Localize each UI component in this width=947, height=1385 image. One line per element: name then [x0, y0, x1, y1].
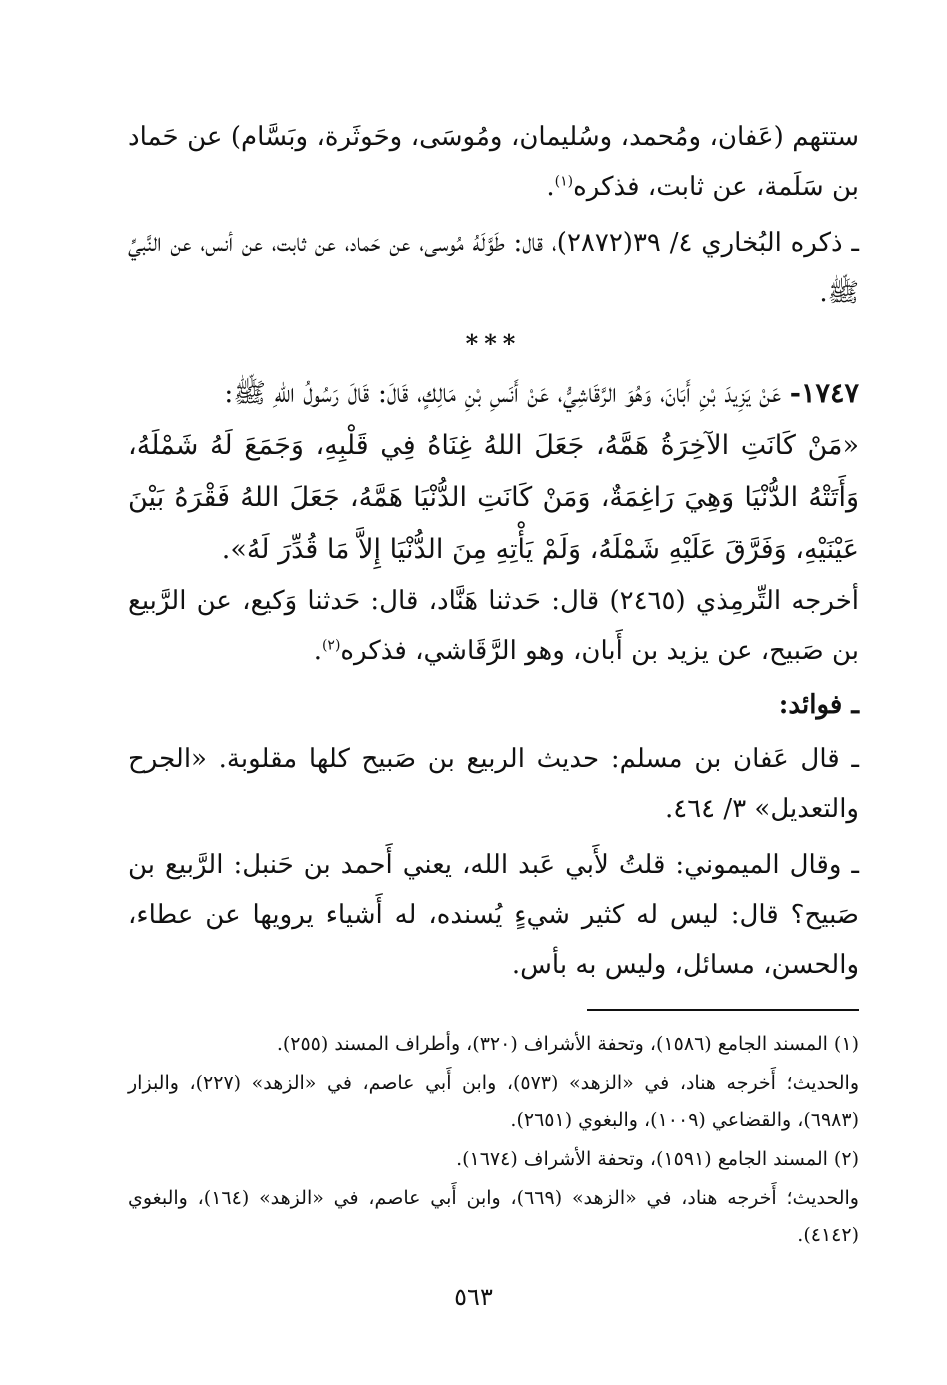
- fawaid-heading: ـ فوائد:: [778, 690, 859, 720]
- footnote-1-continuation: والحديث؛ أَخرجه هناد، في «الزهد» (٥٧٣)، وابن أَبي عاصم، في «الزهد» (٢٢٧)، والبزار (٦٩٨٣)، والقضاعي (١٠٠٩)، والبغوي (٢٦٥١).: [128, 1072, 859, 1131]
- paragraph-takhrij: [128, 576, 859, 676]
- page-number: ٥٦٣: [454, 1283, 493, 1311]
- main-text: [128, 112, 859, 990]
- hadith-number: ١٧٤٧-: [789, 378, 859, 409]
- paragraph-bukhari: ـ ذكره البُخاري ٤/ ٣٩(٢٨٧٢)، قال: طَوَّلَهُ مُوسى، عن حَماد، عن ثابت، عن أنس، عن النَّبيِّ ﷺ.: [128, 228, 859, 308]
- fawaid-item-2: ـ وقال الميموني: قلتُ لأَبي عَبد الله، يعني أَحمد بن حَنبل: الرَّبيع بن صَبيح؟ قال: ليس له كثير شيءٍ يُسنده، له أَشياء يرويها عن عطاء، والحسن، مسائل، وليس به بأس.: [128, 850, 859, 980]
- section-separator: ***: [465, 329, 522, 358]
- footnote-1: (١) المسند الجامع (١٥٨٦)، وتحفة الأشراف (٣٢٠)، وأطراف المسند (٢٥٥).: [276, 1033, 859, 1055]
- takhrij-end: .: [313, 636, 322, 666]
- footnote-2: (٢) المسند الجامع (١٥٩١)، وتحفة الأشراف (١٦٧٤).: [456, 1148, 859, 1170]
- paragraph-text: ستتهم (عَفان، ومُحمد، وسُليمان، ومُوسَى، وحَوثَرة، وبَسَّام) عن حَماد بن سَلَمة، عن ثابت، فذكره: [128, 122, 859, 202]
- footnote-2-continuation: والحديث؛ أَخرجه هناد، في «الزهد» (٦٦٩)، وابن أَبي عاصم، في «الزهد» (١٦٤)، والبغوي (٤١٤٢).: [128, 1187, 859, 1246]
- takhrij-text: أخرجه التِّرمِذي (٢٤٦٥) قال: حَدثنا هَنَّاد، قال: حَدثنا وَكيع، عن الرَّبيع بن صَبيح، عن يزيد بن أَبان، وهو الرَّقَاشي، فذكره: [128, 586, 859, 666]
- hadith-matn: «مَنْ كَانَتِ الآخِرَةُ هَمَّهُ، جَعَلَ اللهُ غِنَاهُ فِي قَلْبِهِ، وَجَمَعَ لَهُ شَمْلَهُ، وَأَتَتْهُ الدُّنْيَا وَهِيَ رَاغِمَةٌ، وَمَنْ كَانَتِ الدُّنْيَا هَمَّهُ، جَعَلَ اللهُ فَقْرَهُ بَيْنَ عَيْنَيْهِ، وَفَرَّقَ عَلَيْهِ شَمْلَهُ، وَلَمْ يَأْتِهِ مِنَ الدُّنْيَا إِلاَّ مَا قُدِّرَ لَهُ».: [128, 430, 859, 565]
- hadith-header: [128, 368, 859, 420]
- footnotes: [128, 1026, 859, 1256]
- hadith-isnad: عَنْ يَزِيدَ بْنِ أَبَانَ، وَهُوَ الرَّقَاشِيُّ، عَنْ أَنَسِ بْنِ مَالِكٍ، قَالَ: قَالَ رَسُولُ اللهِ ﷺ:: [224, 378, 790, 409]
- paragraph-end: .: [546, 172, 555, 202]
- footnote-ref-1[interactable]: (١): [554, 173, 574, 190]
- fawaid-item-1: ـ قال عَفان بن مسلم: حديث الربيع بن صَبيح كلها مقلوبة. «الجرح والتعديل» ٣/ ٤٦٤.: [128, 744, 859, 824]
- paragraph-isnad-continuation: [128, 112, 859, 212]
- footnote-ref-2[interactable]: (٢): [321, 637, 341, 654]
- footnote-divider: [587, 1009, 859, 1011]
